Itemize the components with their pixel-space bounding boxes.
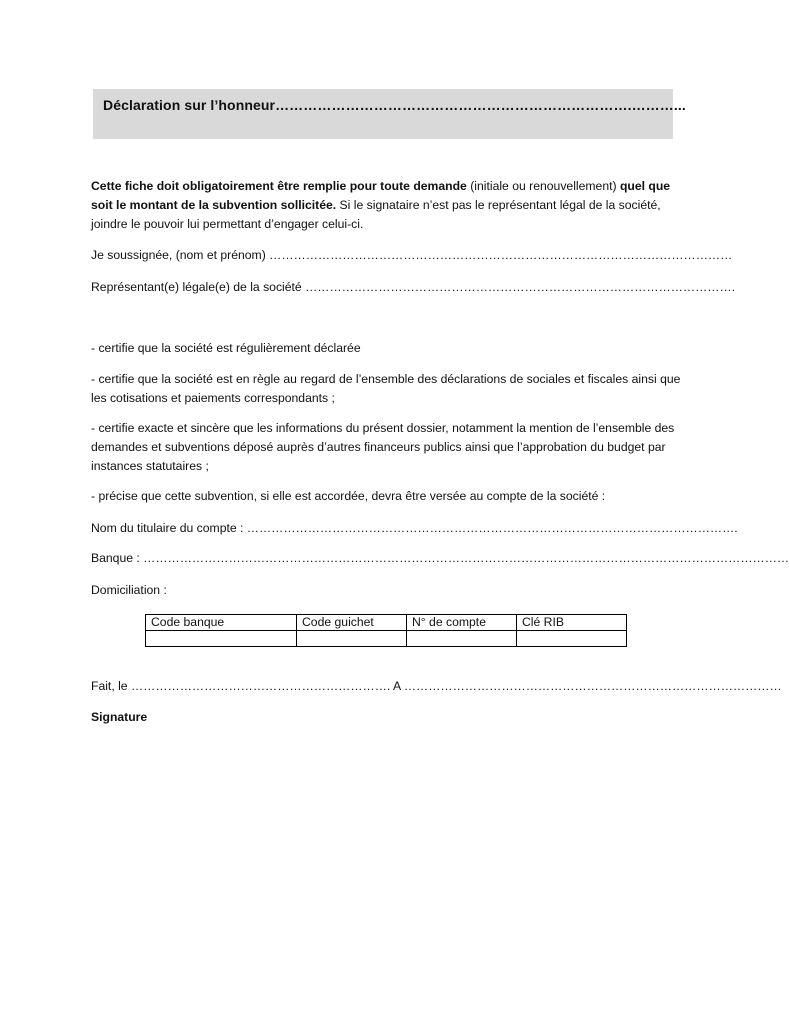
representant-field: Représentant(e) légale(e) de la société …………………………………………………………………………………………….	[91, 280, 736, 294]
rib-cle-rib-cell[interactable]	[517, 631, 627, 647]
signature-label: Signature	[91, 710, 148, 724]
place-date-field: Fait, le ………………………………………………………. A …………………………………………………………………………………	[91, 679, 782, 693]
domiciliation-label: Domiciliation :	[91, 583, 167, 597]
title-banner	[93, 89, 686, 139]
rib-header-cle-rib: Clé RIB	[517, 615, 627, 631]
statement-fiscal: - certifie que la société est en règle au regard de l’ensemble des déclarations de sociales et fiscales ainsi que les cotisations et paiements correspondants ;	[91, 372, 681, 405]
statement-payment: - précise que cette subvention, si elle est accordée, devra être versée au compte de la société :	[91, 489, 606, 503]
account-holder-field: Nom du titulaire du compte : ………………………………………………………………………………………………………….	[91, 521, 738, 535]
rib-header-numero-compte: N° de compte	[407, 615, 517, 631]
rib-header-code-banque: Code banque	[146, 615, 297, 631]
intro-bold-2: quel que soit le montant de la subvention sollicitée.	[91, 179, 671, 212]
bank-field: Banque : ……………………………………………………………………………………………………………………………………………	[91, 551, 789, 565]
intro-normal-2: Si le signataire n’est pas le représentant légal de la société, joindre le pouvoir lui permettant d’engager celui-ci.	[91, 198, 661, 231]
statement-sincere: - certifie exacte et sincère que les informations du présent dossier, notamment la mention de l’ensemble des demandes et subventions déposé auprès d’autres financeurs publics ainsi que l’approbation du budget par instances statutaires ;	[91, 421, 675, 473]
intro-bold-1: Cette fiche doit obligatoirement être remplie pour toute demande	[91, 179, 467, 193]
rib-numero-compte-cell[interactable]	[407, 631, 517, 647]
rib-header-row	[146, 615, 627, 631]
rib-value-row	[146, 631, 627, 647]
soussigne-field: Je soussignée, (nom et prénom) ……………………………………………………………………………………………………	[91, 248, 733, 262]
rib-code-banque-cell[interactable]	[146, 631, 297, 647]
rib-header-code-guichet: Code guichet	[297, 615, 407, 631]
rib-table	[145, 614, 627, 647]
intro-normal-1: (initiale ou renouvellement)	[466, 179, 620, 193]
statement-declared: - certifie que la société est régulièrement déclarée	[91, 341, 361, 355]
document-title: Déclaration sur l’honneur………………………………………………………………….………...	[103, 97, 686, 113]
intro-paragraph	[91, 177, 691, 234]
rib-code-guichet-cell[interactable]	[297, 631, 407, 647]
